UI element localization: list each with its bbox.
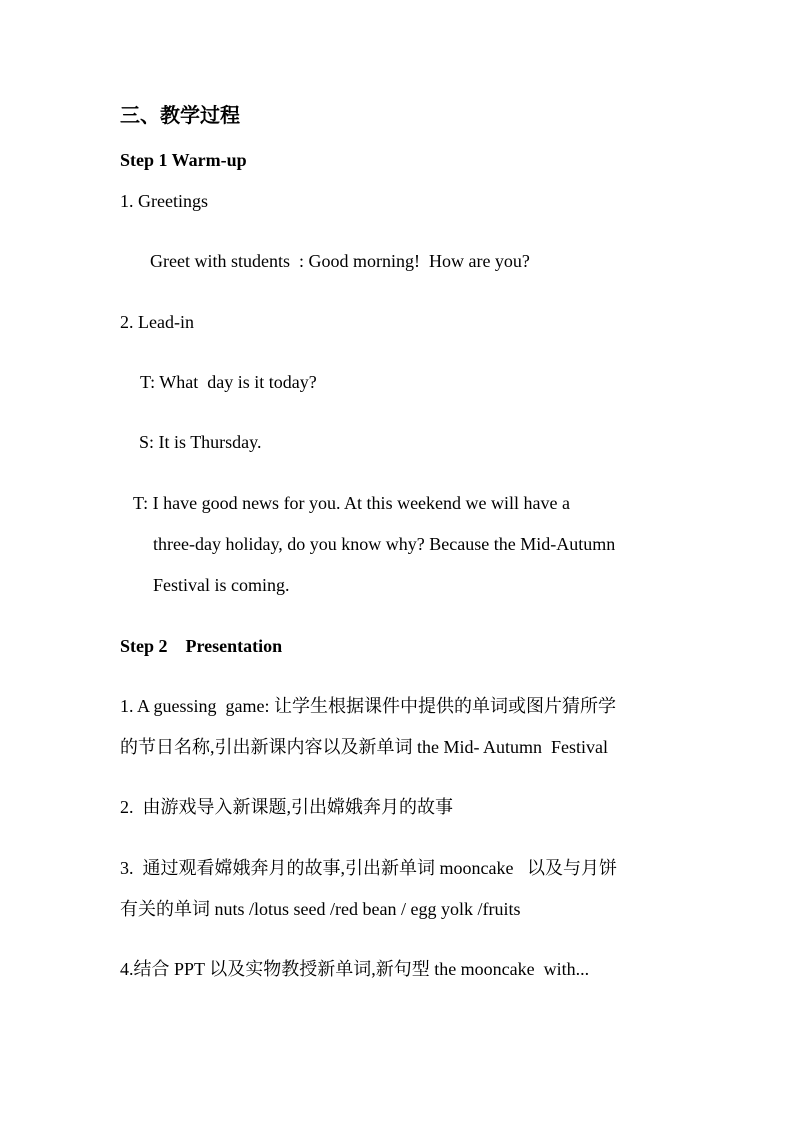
step2-title: Step 2 Presentation — [120, 636, 283, 656]
dialogue-line-teacher-2-cont-1: three-day holiday, do you know why? Because the Mid-Autumn — [153, 534, 616, 554]
presentation-item-2: 2. 由游戏导入新课题,引出嫦娥奔月的故事 — [120, 797, 453, 817]
dialogue-line-teacher-1: T: What day is it today? — [140, 372, 317, 392]
step1-title: Step 1 Warm-up — [120, 150, 247, 170]
presentation-item-1-cont: 的节日名称,引出新课内容以及新单词 the Mid- Autumn Festival — [120, 737, 608, 757]
presentation-item-1: 1. A guessing game: 让学生根据课件中提供的单词或图片猜所学 — [120, 696, 616, 716]
presentation-item-4: 4.结合 PPT 以及实物教授新单词,新句型 the mooncake with... — [120, 959, 590, 979]
presentation-item-3: 3. 通过观看嫦娥奔月的故事,引出新单词 mooncake 以及与月饼 — [120, 858, 617, 878]
dialogue-line-student-1: S: It is Thursday. — [139, 432, 262, 452]
section-title: 三、教学过程 — [120, 105, 240, 127]
greetings-heading: 1. Greetings — [120, 191, 208, 211]
presentation-item-3-cont: 有关的单词 nuts /lotus seed /red bean / egg yolk /fruits — [120, 899, 521, 919]
dialogue-line-teacher-2-cont-2: Festival is coming. — [153, 575, 290, 595]
greetings-line: Greet with students : Good morning! How are you? — [150, 251, 530, 271]
dialogue-line-teacher-2: T: I have good news for you. At this weekend we will have a — [133, 493, 570, 513]
lead-in-heading: 2. Lead-in — [120, 312, 194, 332]
